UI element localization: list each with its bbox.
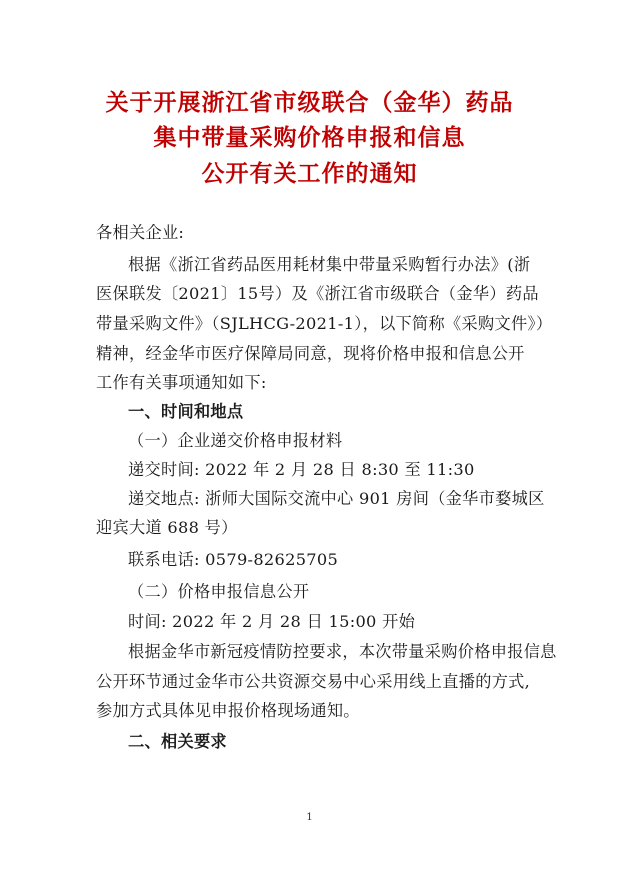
title-line-2: 集中带量采购价格申报和信息 — [153, 124, 466, 151]
paragraph-2-line-1: 根据金华市新冠疫情防控要求，本次带量采购价格申报信息 — [128, 642, 557, 661]
paragraph-2-line-3: 参加方式具体见申报价格现场通知。 — [96, 701, 360, 720]
section-heading-2: 二、相关要求 — [128, 732, 227, 751]
submit-time: 递交时间: 2022 年 2 月 28 日 8:30 至 11:30 — [128, 460, 475, 479]
paragraph-1-line-3: 带量采购文件》（SJLHCG-2021-1），以下简称《采购文件》） — [96, 314, 553, 333]
submit-place-line-2: 迎宾大道 688 号） — [96, 518, 238, 537]
paragraph-2-line-2: 公开环节通过金华市公共资源交易中心采用线上直播的方式, — [96, 672, 531, 691]
page-number: 1 — [306, 812, 313, 823]
paragraph-1-line-1: 根据《浙江省药品医用耗材集中带量采购暂行办法》(浙 — [128, 255, 531, 274]
section-heading-1: 一、时间和地点 — [128, 402, 244, 421]
submit-place-line-1: 递交地点: 浙师大国际交流中心 901 房间（金华市婺城区 — [128, 489, 545, 508]
paragraph-1-line-4: 精神，经金华市医疗保障局同意，现将价格申报和信息公开 — [96, 344, 525, 363]
disclosure-time: 时间: 2022 年 2 月 28 日 15:00 开始 — [128, 612, 416, 631]
subsection-2: （二）价格申报信息公开 — [128, 582, 310, 601]
salutation: 各相关企业: — [96, 223, 185, 242]
title-line-3: 公开有关工作的通知 — [201, 160, 418, 187]
title-line-1: 关于开展浙江省市级联合（金华）药品 — [105, 89, 514, 116]
paragraph-1-line-5: 工作有关事项通知如下: — [96, 373, 267, 392]
paragraph-1-line-2: 医保联发〔2021〕15号）及《浙江省市级联合（金华）药品 — [96, 284, 539, 303]
contact-phone: 联系电话: 0579-82625705 — [128, 550, 339, 569]
subsection-1: （一）企业递交价格申报材料 — [128, 431, 343, 450]
